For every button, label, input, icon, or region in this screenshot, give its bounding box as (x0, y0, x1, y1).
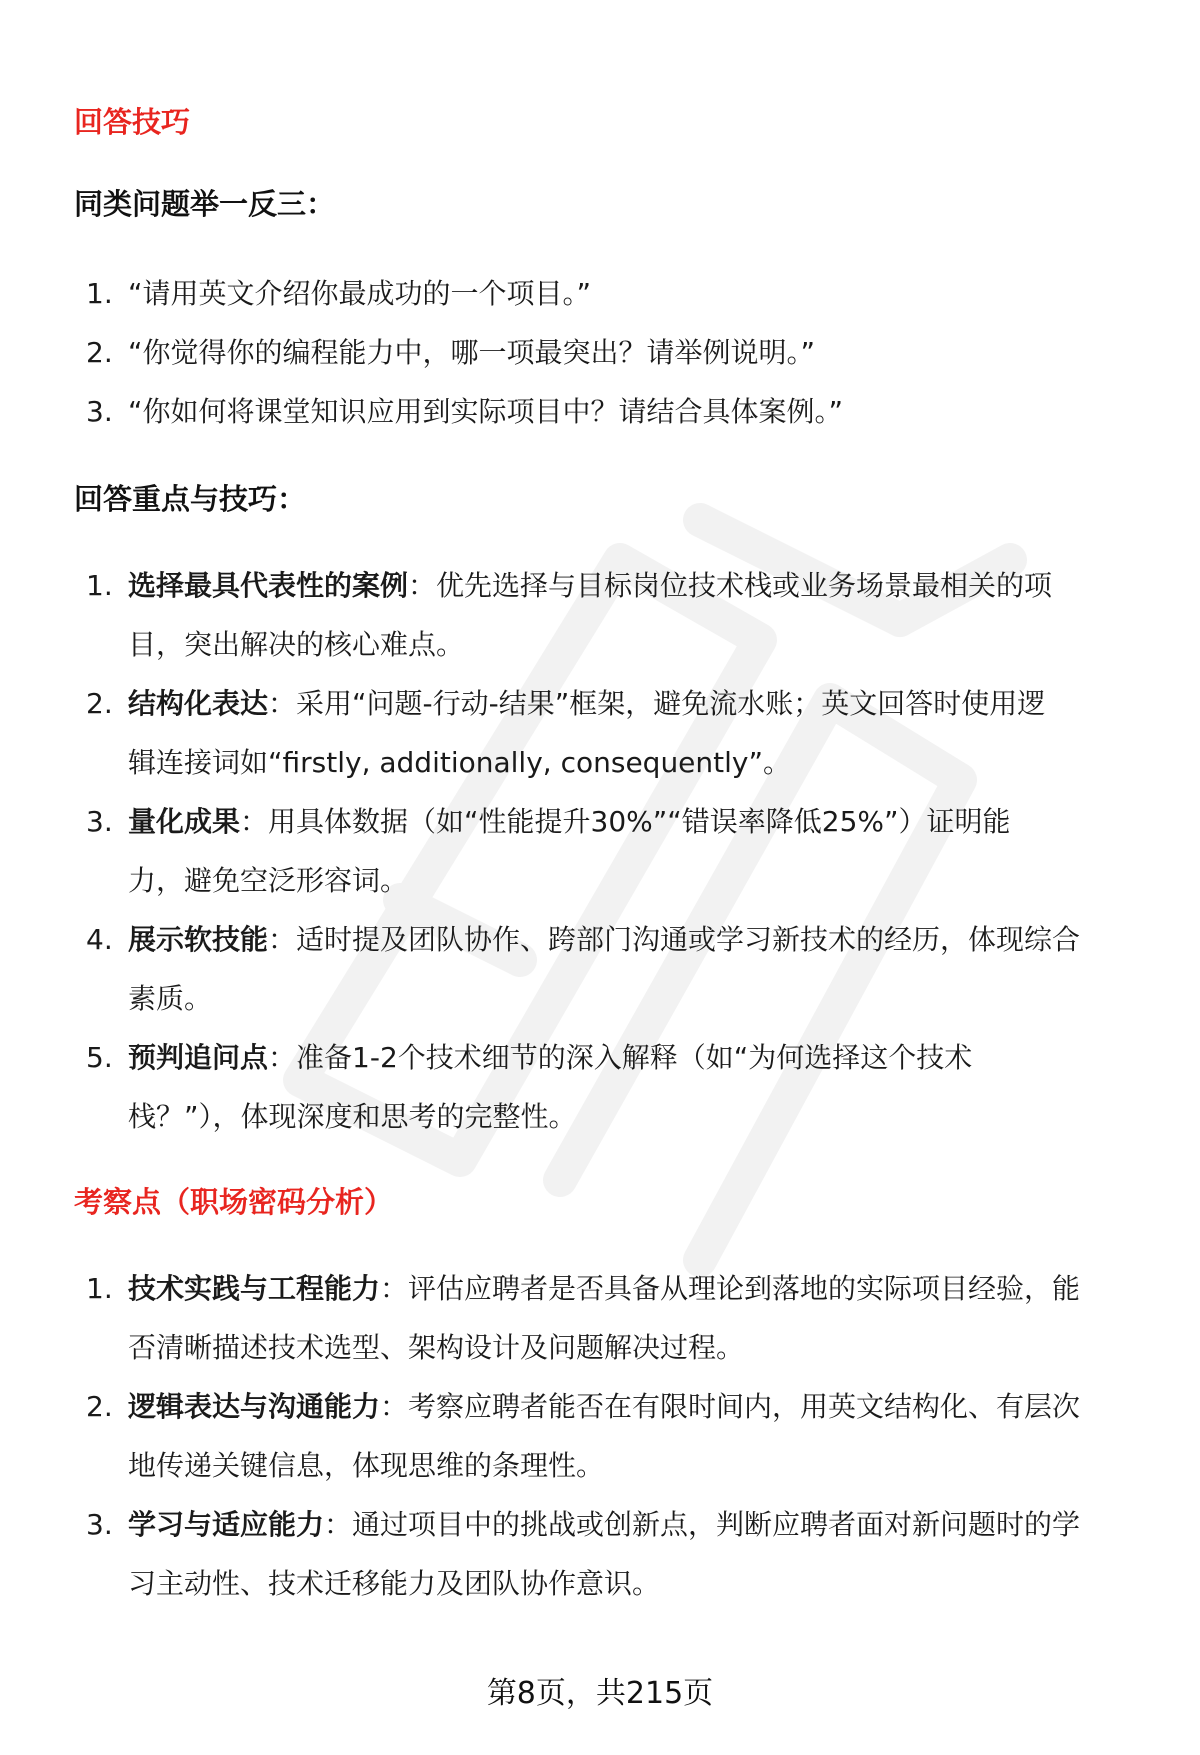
list-text-line1: 用具体数据（如“性能提升30%”“错误率降低25%”）证明能 (268, 805, 1011, 838)
list-item (74, 1495, 1144, 1613)
list-term: 预判追问点 (128, 1041, 269, 1074)
list-item (74, 1028, 1144, 1146)
list-number: 1. (86, 1272, 113, 1305)
list-separator: ： (324, 1508, 353, 1541)
section-title-key-points: 回答重点与技巧： (74, 482, 307, 516)
list-number: 4. (86, 923, 113, 956)
list-term: 技术实践与工程能力 (128, 1272, 381, 1305)
page-footer: 第8页，共215页 (486, 1676, 714, 1711)
list-text-line2: 习主动性、技术迁移能力及团队协作意识。 (128, 1567, 661, 1600)
list-term: 学习与适应能力 (128, 1508, 325, 1541)
content (74, 100, 1144, 1613)
list-text-line1: 通过项目中的挑战或创新点，判断应聘者面对新问题时的学 (352, 1508, 1081, 1541)
list-term: 选择最具代表性的案例 (128, 569, 409, 602)
key-points-list (74, 556, 1144, 1146)
list-item (74, 382, 1144, 441)
list-text-line1: 采用“问题-行动-结果”框架，避免流水账；英文回答时使用逻 (296, 687, 1046, 720)
list-number: 3. (86, 1508, 113, 1541)
list-number: 2. (86, 1390, 113, 1423)
list-number: 1. (86, 569, 113, 602)
list-text: “你觉得你的编程能力中，哪一项最突出？请举例说明。” (128, 336, 816, 369)
list-text-line2: 辑连接词如“firstly, additionally, consequently”。 (128, 746, 791, 779)
list-number: 1. (86, 277, 113, 310)
list-number: 5. (86, 1041, 113, 1074)
list-separator: ： (268, 1041, 297, 1074)
list-separator: ： (380, 1272, 409, 1305)
list-item (74, 910, 1144, 1028)
list-text: “你如何将课堂知识应用到实际项目中？请结合具体案例。” (128, 395, 844, 428)
evaluation-list (74, 1259, 1144, 1613)
list-item (74, 674, 1144, 792)
list-separator: ： (268, 687, 297, 720)
list-separator: ： (380, 1390, 409, 1423)
list-term: 逻辑表达与沟通能力 (128, 1390, 381, 1423)
list-text-line1: 考察应聘者能否在有限时间内，用英文结构化、有层次 (408, 1390, 1081, 1423)
section-title-answer-tips: 回答技巧 (74, 105, 191, 139)
list-separator: ： (408, 569, 437, 602)
list-number: 3. (86, 805, 113, 838)
list-term: 展示软技能 (128, 923, 269, 956)
section-title-evaluation: 考察点（职场密码分析） (74, 1185, 394, 1219)
list-item (74, 1377, 1144, 1495)
list-text-line1: 适时提及团队协作、跨部门沟通或学习新技术的经历，体现综合 (296, 923, 1081, 956)
list-text-line2: 力，避免空泛形容词。 (128, 864, 409, 897)
list-text-line1: 优先选择与目标岗位技术栈或业务场景最相关的项 (436, 569, 1053, 602)
list-number: 2. (86, 687, 113, 720)
list-item (74, 556, 1144, 674)
list-number: 3. (86, 395, 113, 428)
list-text-line2: 否清晰描述技术选型、架构设计及问题解决过程。 (128, 1331, 745, 1364)
list-term: 结构化表达 (128, 687, 269, 720)
similar-questions-list (74, 264, 1144, 441)
section-title-similar-questions: 同类问题举一反三： (74, 187, 336, 221)
list-text-line1: 评估应聘者是否具备从理论到落地的实际项目经验，能 (408, 1272, 1081, 1305)
list-separator: ： (240, 805, 269, 838)
list-term: 量化成果 (128, 805, 241, 838)
list-item (74, 792, 1144, 910)
list-item (74, 323, 1144, 382)
list-text-line2: 地传递关键信息，体现思维的条理性。 (128, 1449, 605, 1482)
list-item (74, 264, 1144, 323)
list-text-line2: 素质。 (128, 982, 213, 1015)
list-number: 2. (86, 336, 113, 369)
list-text-line2: 目，突出解决的核心难点。 (128, 628, 465, 661)
list-separator: ： (268, 923, 297, 956)
list-text-line2: 栈？”），体现深度和思考的完整性。 (128, 1100, 577, 1133)
list-item (74, 1259, 1144, 1377)
list-text: “请用英文介绍你最成功的一个项目。” (128, 277, 592, 310)
list-text-line1: 准备1-2个技术细节的深入解释（如“为何选择这个技术 (296, 1041, 973, 1074)
